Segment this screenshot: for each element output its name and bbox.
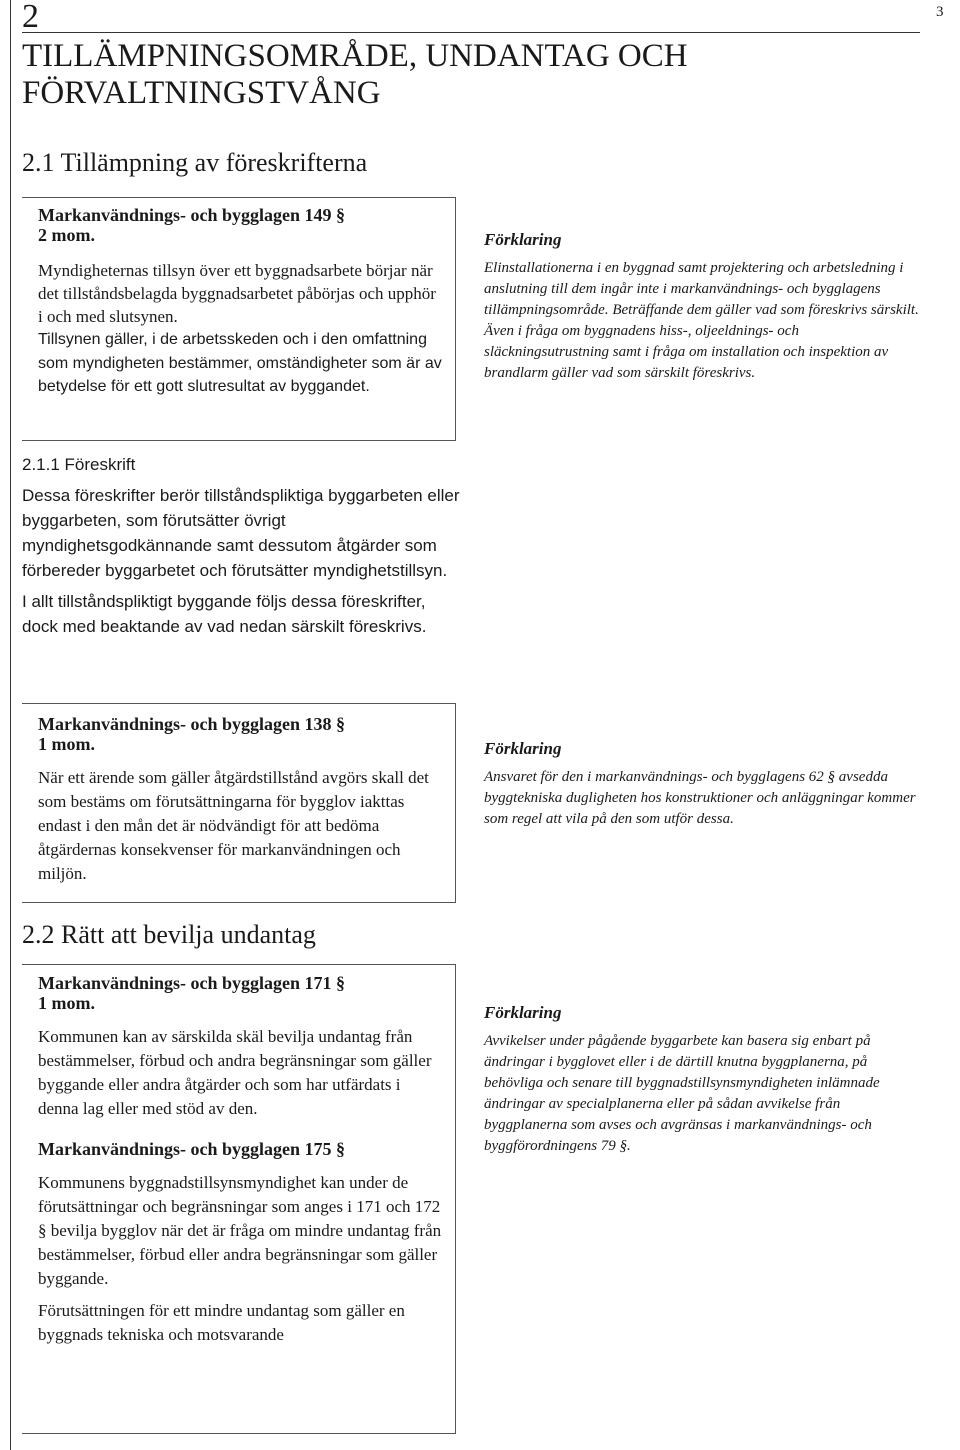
header-rule	[22, 32, 920, 33]
section-2-1-1	[22, 455, 462, 639]
section-2-1-1-paragraph-2: I allt tillståndspliktigt byggande följs dessa föreskrifter, dock med beaktande av vad nedan särskilt föreskrivs.	[22, 592, 427, 636]
law-149-text-1: Myndigheternas tillsyn över ett byggnadsarbete börjar när det tillståndsbelagda byggnadsarbetet påbörjas och upphör i och med slutsynen.	[38, 261, 436, 326]
explanation-heading: Förklaring	[484, 739, 562, 758]
explanation-heading: Förklaring	[484, 230, 562, 249]
explanation-138	[484, 739, 924, 830]
left-margin-rule	[10, 0, 11, 1450]
explanation-text: Avvikelser under pågående byggarbete kan basera sig enbart på ändringar i bygglovet eller i de därtill knutna byggplanerna, på behövliga och senare till byggnadstillsynsmyndigheten inlämnade ändringar av specialplanerna eller på sådan avvikelse från byggplanerna som avses och avgränsas i markanvändnings- och byggförordningens 79 §.	[484, 1033, 880, 1154]
law-171-text: Kommunen kan av särskilda skäl bevilja undantag från bestämmelser, förbud och andra begränsningar som gäller byggande eller andra åtgärder och som har utfärdats i denna lag eller med stöd av den.	[38, 1027, 432, 1118]
explanation-2-1	[484, 230, 924, 384]
explanation-text: Ansvaret för den i markanvändnings- och bygglagens 62 § avsedda byggtekniska dugligheten hos konstruktioner och anläggningar kommer som regel att vila på den som utför dessa.	[484, 769, 916, 827]
chapter-number: 2	[22, 0, 39, 35]
law-149-subtitle: 2 mom.	[38, 225, 95, 245]
law-171-subtitle: 1 mom.	[38, 993, 95, 1013]
law-138-content	[38, 714, 442, 886]
section-2-1-1-heading: 2.1.1 Föreskrift	[22, 455, 136, 474]
law-171-175-content	[38, 973, 442, 1347]
law-149-title: Markanvändnings- och bygglagen 149 §	[38, 205, 346, 225]
law-149-text-2: Tillsynen gäller, i de arbetsskeden och i den omfattning som myndigheten bestämmer, omständigheter som är av betydelse för ett gott slutresultat av byggandet.	[38, 331, 442, 395]
law-175-text-2: Förutsättningen för ett mindre undantag som gäller en byggnads tekniska och motsvarande	[38, 1301, 405, 1344]
law-138-title: Markanvändnings- och bygglagen 138 §	[38, 714, 346, 734]
law-138-text: När ett ärende som gäller åtgärdstillstånd avgörs skall det som bestäms om förutsättningarna för bygglov iakttas endast i den mån det är nödvändigt för att bedöma åtgärdernas konsekvenser för markanvändningen och miljön.	[38, 768, 429, 883]
section-2-2-heading: 2.2 Rätt att bevilja undantag	[22, 920, 316, 949]
law-171-title: Markanvändnings- och bygglagen 171 §	[38, 973, 346, 993]
explanation-heading: Förklaring	[484, 1003, 562, 1022]
chapter-title: TILLÄMPNINGSOMRÅDE, UNDANTAG OCH FÖRVALTNINGSTVÅNG	[22, 38, 688, 111]
explanation-2-2	[484, 1003, 924, 1157]
law-138-subtitle: 1 mom.	[38, 734, 95, 754]
law-175-title: Markanvändnings- och bygglagen 175 §	[38, 1139, 346, 1159]
section-2-1-heading: 2.1 Tillämpning av föreskrifterna	[22, 148, 368, 177]
law-175-text-1: Kommunens byggnadstillsynsmyndighet kan under de förutsättningar och begränsningar som anges i 171 och 172 § bevilja bygglov när det är fråga om mindre undantag från bestämmelser, förbud eller andra begränsningar som gäller byggande.	[38, 1173, 442, 1288]
section-2-1-1-paragraph-1: Dessa föreskrifter berör tillståndspliktiga byggarbeten eller byggarbeten, som förutsätter övrigt myndighetsgodkännande samt dessutom åtgärder som förbereder byggarbetet och förutsätter myndighetstillsyn.	[22, 486, 460, 580]
law-149-content	[38, 205, 442, 399]
page-number: 3	[936, 4, 944, 20]
explanation-text: Elinstallationerna i en byggnad samt projektering och arbetsledning i anslutning till dem ingår inte i markanvändnings- och bygglagens tillämpningsområde. Beträffande dem gäller vad som föreskrivs särskilt. Även i fråga om byggnadens hiss-, oljeeldnings- och släckningsutrustning samt i fråga om installation och inspektion av brandlarm gäller vad som särskilt föreskrivs.	[484, 260, 919, 381]
